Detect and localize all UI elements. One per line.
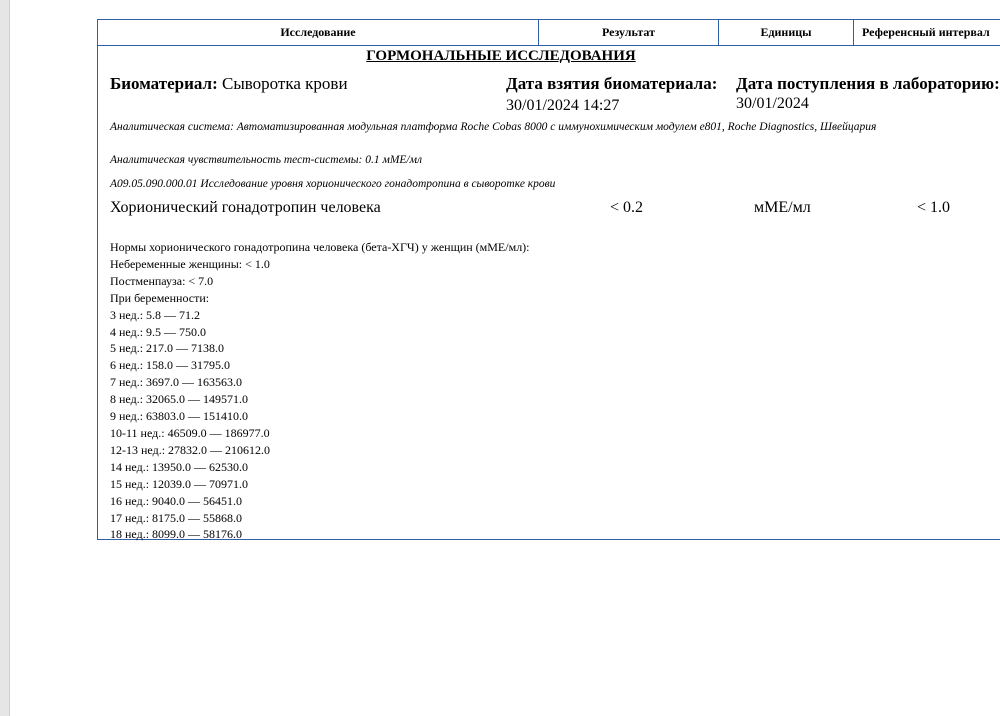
test-reference: < 1.0 xyxy=(917,199,951,216)
test-code-line: A09.05.090.000.01 Исследование уровня хорионического гонадотропина в сыворотке крови xyxy=(110,178,556,190)
list-item: Небеременные женщины: < 1.0 xyxy=(110,256,270,271)
sample-date-label: Дата взятия биоматериала: xyxy=(506,74,718,93)
receipt-date-label: Дата поступления в лабораторию: xyxy=(736,74,1000,93)
receipt-date-value: 30/01/2024 xyxy=(736,95,809,112)
list-item: 3 нед.: 5.8 — 71.2 xyxy=(110,307,201,322)
header-units: Единицы xyxy=(719,20,854,45)
biomaterial-value: Сыворотка крови xyxy=(221,74,348,93)
list-item: 7 нед.: 3697.0 — 163563.0 xyxy=(110,375,243,390)
test-result: < 0.2 xyxy=(610,199,644,216)
list-item: 4 нед.: 9.5 — 750.0 xyxy=(110,324,207,339)
norms-list xyxy=(110,239,530,543)
list-item: 15 нед.: 12039.0 — 70971.0 xyxy=(110,476,249,491)
list-item: 12-13 нед.: 27832.0 — 210612.0 xyxy=(110,442,271,457)
sample-date-value: 30/01/2024 14:27 xyxy=(506,97,620,114)
test-units: мМЕ/мл xyxy=(754,199,811,216)
list-item: При беременности: xyxy=(110,290,210,305)
page-blank-area xyxy=(10,600,1000,716)
list-item: 10-11 нед.: 46509.0 — 186977.0 xyxy=(110,425,270,440)
list-item: 16 нед.: 9040.0 — 56451.0 xyxy=(110,493,243,508)
header-result: Результат xyxy=(539,20,719,45)
list-item: Постменпауза: < 7.0 xyxy=(110,273,214,288)
list-item: Нормы хорионического гонадотропина человека (бета-ХГЧ) у женщин (мМЕ/мл): xyxy=(110,240,530,254)
biomaterial xyxy=(110,74,348,94)
sensitivity-note: Аналитическая чувствительность тест-системы: 0.1 мМЕ/мл xyxy=(110,154,422,166)
list-item: 18 нед.: 8099.0 — 58176.0 xyxy=(110,527,243,542)
list-item: 9 нед.: 63803.0 — 151410.0 xyxy=(110,409,249,424)
analytic-system-note: Аналитическая система: Автоматизированная модульная платформа Roche Cobas 8000 с иммунохимическим модулем e801, Roche Diagnostics, Швейцария xyxy=(110,121,877,133)
header-reference: Референсный интервал xyxy=(862,25,990,39)
list-item: 14 нед.: 13950.0 — 62530.0 xyxy=(110,459,249,474)
lab-report-block xyxy=(97,19,1000,540)
header-study: Исследование xyxy=(98,20,539,45)
list-item: 5 нед.: 217.0 — 7138.0 xyxy=(110,341,225,356)
list-item: 6 нед.: 158.0 — 31795.0 xyxy=(110,358,231,373)
list-item: 8 нед.: 32065.0 — 149571.0 xyxy=(110,392,249,407)
table-header-row xyxy=(98,20,1000,46)
section-title: ГОРМОНАЛЬНЫЕ ИССЛЕДОВАНИЯ xyxy=(366,48,636,64)
biomaterial-label: Биоматериал: xyxy=(110,74,218,93)
test-name: Хорионический гонадотропин человека xyxy=(110,199,381,216)
viewer-left-edge xyxy=(0,0,10,716)
list-item: 17 нед.: 8175.0 — 55868.0 xyxy=(110,510,243,525)
